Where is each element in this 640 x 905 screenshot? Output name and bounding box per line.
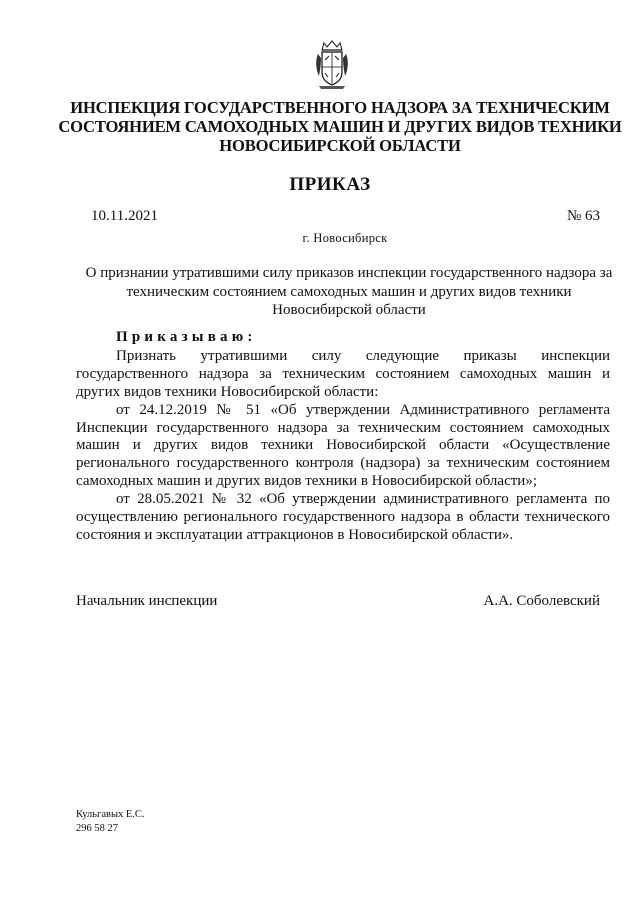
coat-of-arms-icon xyxy=(315,40,349,90)
body-paragraph: Признать утратившими силу следующие приказы инспекции государственного надзора за техническим состоянием самоходных машин и других видов техники Новосибирской области: xyxy=(76,347,610,400)
organization-line: СОСТОЯНИЕМ САМОХОДНЫХ МАШИН И ДРУГИХ ВИДОВ ТЕХНИКИ xyxy=(58,117,622,136)
document-number: № 63 xyxy=(566,208,600,224)
organization-line: НОВОСИБИРСКОЙ ОБЛАСТИ xyxy=(219,136,461,155)
subject-line: О признании утратившими силу приказов инспекции государственного надзора за xyxy=(85,265,613,281)
document-date: 10.11.2021 xyxy=(91,208,158,224)
executor-phone: 296 58 27 xyxy=(76,823,118,834)
document-city: г. Новосибирск xyxy=(302,231,388,245)
order-word: Приказываю: xyxy=(116,329,257,345)
signatory-name: А.А. Соболевский xyxy=(483,593,600,609)
document-type: ПРИКАЗ xyxy=(289,174,371,195)
subject-line: техническим состоянием самоходных машин и других видов техники xyxy=(126,283,572,300)
executor-info xyxy=(76,808,145,836)
organization-name xyxy=(40,98,640,155)
document-body xyxy=(76,329,610,545)
body-paragraph: от 28.05.2021 № 32 «Об утверждении административного регламента по осуществлению регионального государственного надзора в области технического состояния и эксплуатации аттракционов в Новосибирской области». xyxy=(76,491,610,543)
body-paragraph: от 24.12.2019 № 51 «Об утверждении Административного регламента Инспекции государственного надзора за техническим состоянием самоходных машин и других видов техники Новосибирской области «Осуществление регионального государственного контроля (надзора) за техническим состоянием самоходных машин и других видов техники в Новосибирской области»; xyxy=(76,401,610,490)
document-subject xyxy=(64,264,634,320)
signatory-position: Начальник инспекции xyxy=(76,593,218,609)
executor-name: Кульгавых Е.С. xyxy=(76,809,145,820)
subject-line: Новосибирской области xyxy=(272,302,426,318)
organization-line: ИНСПЕКЦИЯ ГОСУДАРСТВЕННОГО НАДЗОРА ЗА ТЕХНИЧЕСКИМ xyxy=(70,98,610,117)
